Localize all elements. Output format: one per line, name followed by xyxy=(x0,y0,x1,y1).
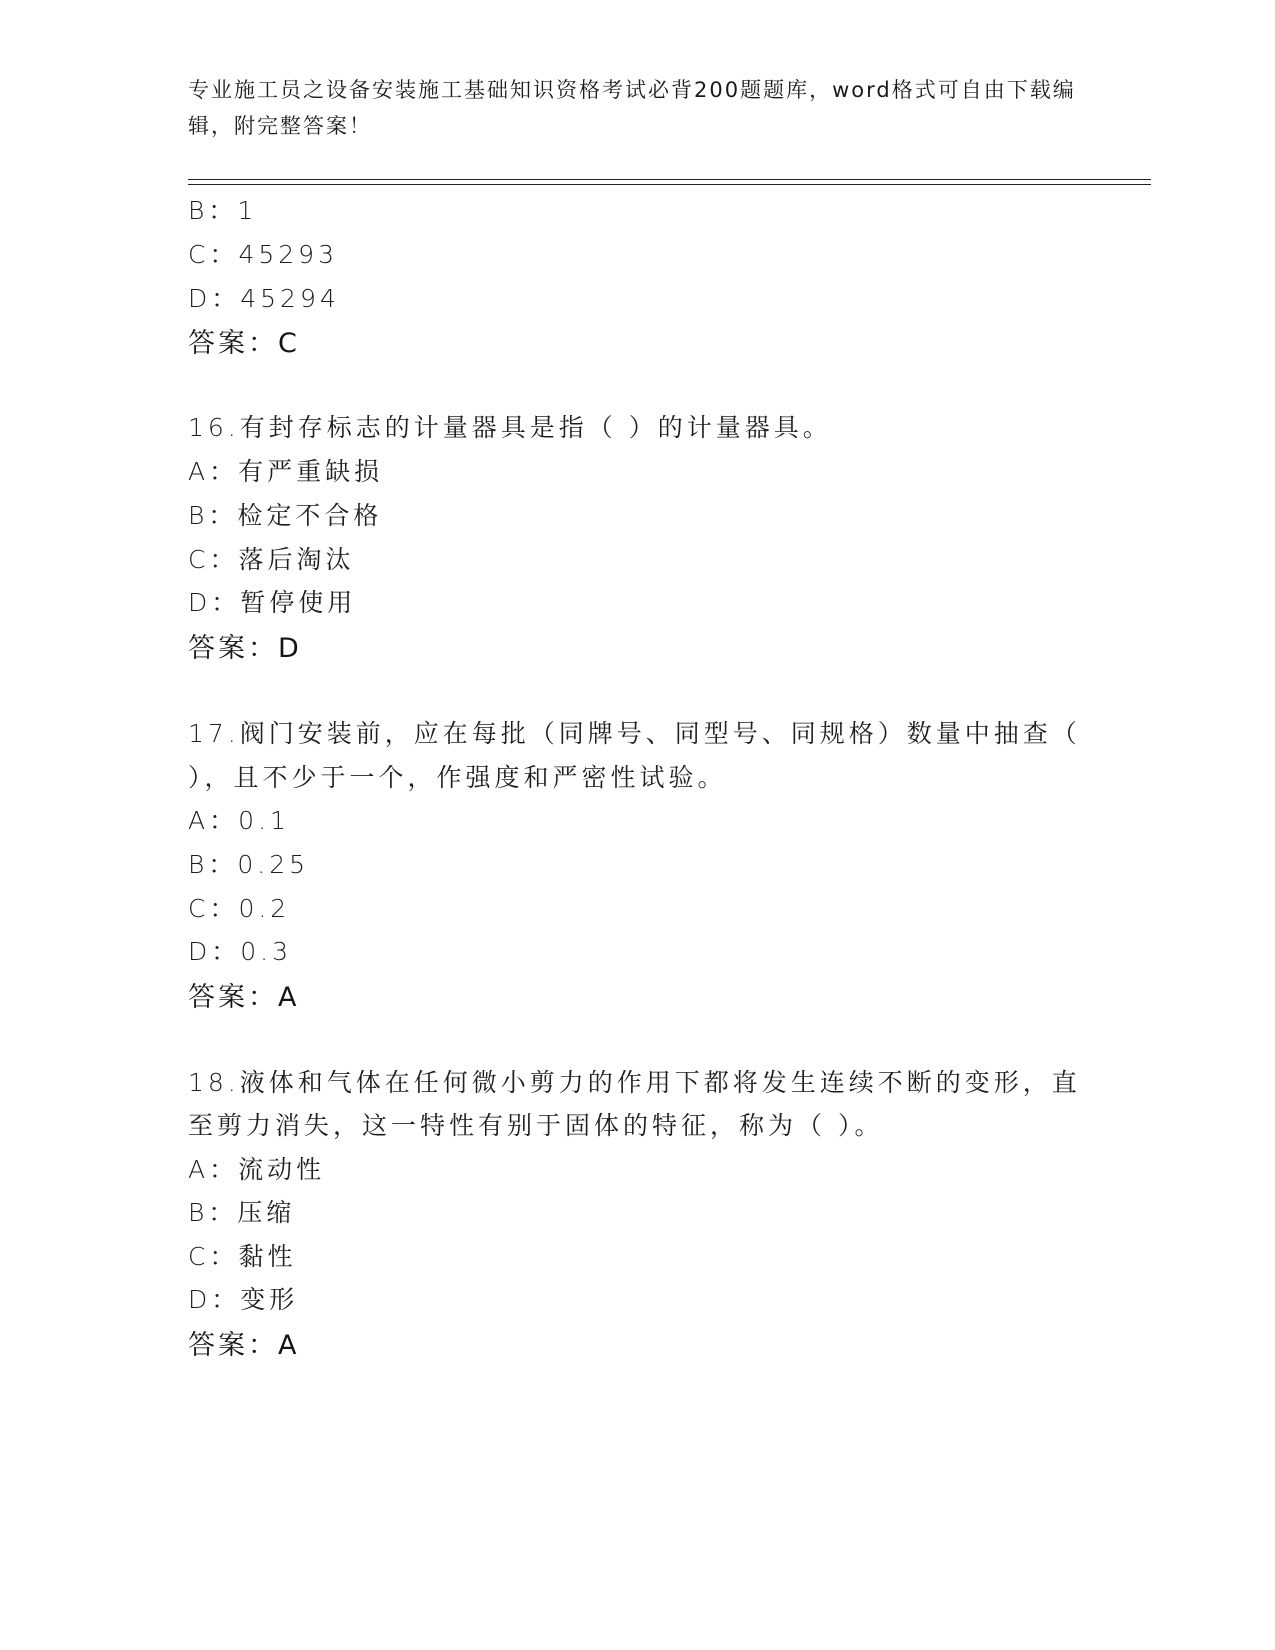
option-d: D：变形 xyxy=(188,1285,299,1314)
answer-line: 答案：C xyxy=(188,328,300,359)
option-c: C：落后淘汰 xyxy=(188,545,355,574)
option-d: D：暂停使用 xyxy=(188,588,357,617)
option-d: D：45294 xyxy=(188,284,340,313)
header-rule-bottom xyxy=(188,184,1151,185)
option-b: B：检定不合格 xyxy=(188,501,383,530)
option-b: B：0.25 xyxy=(188,850,310,879)
question-17-text-line-1: 17.阀门安装前，应在每批（同牌号、同型号、同规格）数量中抽查（ xyxy=(188,719,1081,748)
answer-line: 答案：A xyxy=(188,982,300,1013)
question-18-text-line-2: 至剪力消失，这一特性有别于固体的特征，称为（ ）。 xyxy=(188,1111,884,1140)
option-c: C：黏性 xyxy=(188,1242,297,1271)
document-header: 专业施工员之设备安装施工基础知识资格考试必背200题题库，word格式可自由下载编辑，附完整答案！ xyxy=(188,78,1076,138)
option-a: A：流动性 xyxy=(188,1155,326,1184)
option-c: C：0.2 xyxy=(188,894,291,923)
answer-line: 答案：A xyxy=(188,1330,300,1361)
answer-line: 答案：D xyxy=(188,633,302,664)
header-rule-top xyxy=(188,179,1151,180)
option-c: C：45293 xyxy=(188,240,338,269)
option-a: A：有严重缺损 xyxy=(188,457,384,486)
option-d: D：0.3 xyxy=(188,937,293,966)
question-18-text-line-1: 18.液体和气体在任何微小剪力的作用下都将发生连续不断的变形，直 xyxy=(188,1068,1081,1097)
option-a: A：0.1 xyxy=(188,806,290,835)
question-17-text-line-2: ），且不少于一个，作强度和严密性试验。 xyxy=(188,763,727,792)
question-16-text: 16.有封存标志的计量器具是指（ ）的计量器具。 xyxy=(188,413,832,442)
option-b: B：1 xyxy=(188,196,258,225)
option-b: B：压缩 xyxy=(188,1198,296,1227)
